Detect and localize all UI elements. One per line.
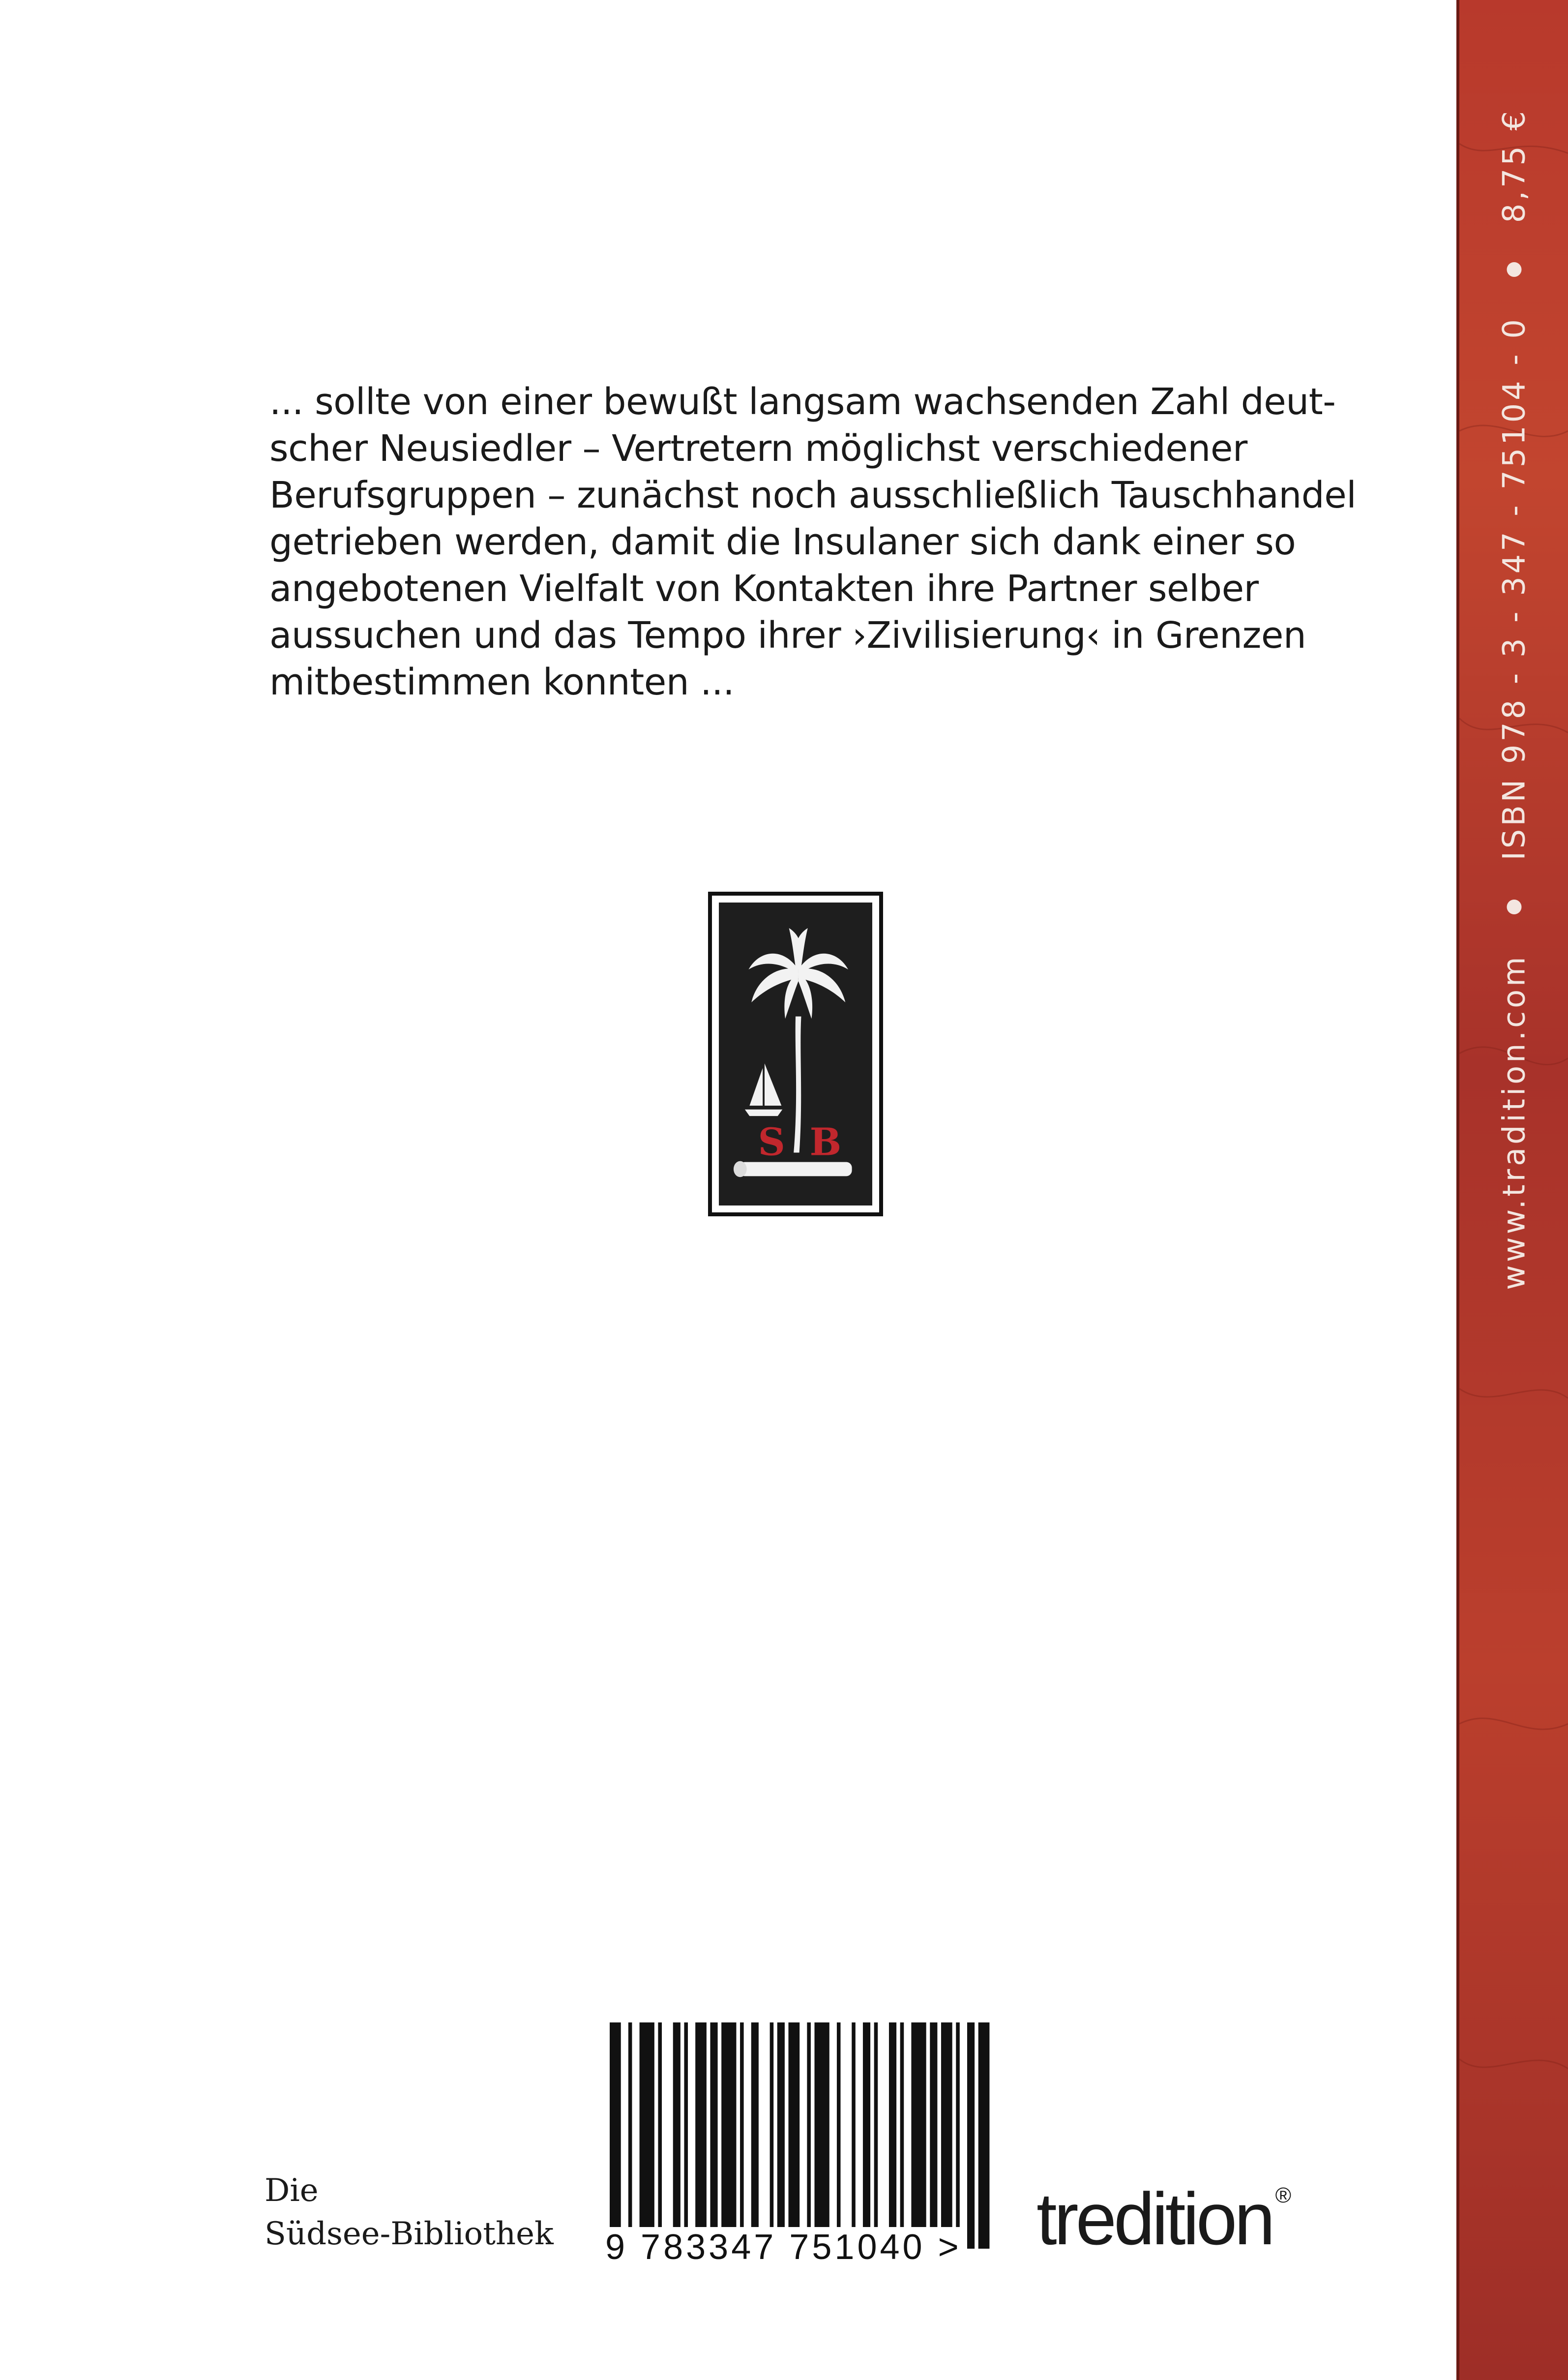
blurb-line: mitbestimmen konnten ... [269,661,735,703]
barcode-bar [658,2022,662,2249]
blurb-line: ... sollte von einer bewußt langsam wachsenden Zahl deut- [269,381,1336,423]
barcode-bar [740,2022,744,2249]
bullet-icon [1507,262,1521,277]
logo-letter-s: S [758,1120,785,1165]
back-cover-blurb [269,379,1357,706]
barcode-bar [911,2022,926,2249]
barcode-bar [941,2022,952,2249]
blurb-line: aussuchen und das Tempo ihrer ›Zivilisierung‹ in Grenzen [269,614,1306,657]
barcode-bar [956,2022,960,2249]
book-spine [1456,0,1568,2380]
barcode-bar [852,2022,856,2249]
barcode-bar [684,2022,688,2249]
barcode-bar [640,2022,654,2249]
publisher-logo [1036,2176,1292,2261]
barcode-bar [695,2022,707,2249]
barcode-bar [628,2022,632,2249]
isbn-barcode [610,2022,993,2249]
imprint-line-2: Südsee-Bibliothek [265,2216,554,2252]
blurb-line: angebotenen Vielfalt von Kontakten ihre Partner selber [269,568,1259,610]
barcode-bar [788,2022,799,2249]
barcode-bar [807,2022,811,2249]
barcode-bars [610,2022,993,2249]
barcode-bar [770,2022,774,2249]
blurb-line: getrieben werden, damit die Insulaner sich dank einer so [269,521,1296,563]
barcode-bar [751,2022,759,2249]
barcode-bar [777,2022,785,2249]
barcode-bar [721,2022,736,2249]
series-logo [708,892,883,1216]
barcode-bar [889,2022,896,2249]
barcode-bar [863,2022,870,2249]
blurb-line: Berufsgruppen – zunächst noch ausschließlich Tauschhandel [269,474,1357,516]
imprint-line-1: Die [265,2172,319,2209]
barcode-bar [967,2022,975,2249]
barcode-bar [673,2022,680,2249]
spine-isbn: ISBN 978 - 3 - 347 - 75104 - 0 [1496,316,1532,860]
series-imprint [265,2169,554,2256]
barcode-bar [815,2022,829,2249]
registered-mark: ® [1275,2183,1292,2207]
logo-letter-b: B [809,1120,842,1165]
spine-website: www.tradition.com [1496,953,1532,1290]
bullet-icon [1507,900,1521,914]
barcode-bar [930,2022,937,2249]
spine-price: 8,75 € [1496,108,1532,223]
blurb-line: scher Neusiedler – Vertretern möglichst verschiedener [269,427,1247,470]
barcode-bar [900,2022,904,2249]
barcode-bar [978,2022,990,2249]
barcode-bar [837,2022,841,2249]
spine-text [1496,108,1532,2272]
barcode-bar [710,2022,717,2249]
palm-tree-sailboat-icon [712,896,879,1212]
barcode-digits: 9 783347 751040 > [602,2227,965,2267]
barcode-bar [610,2022,621,2249]
barcode-bar [874,2022,878,2249]
publisher-name: tredition [1036,2177,1272,2260]
